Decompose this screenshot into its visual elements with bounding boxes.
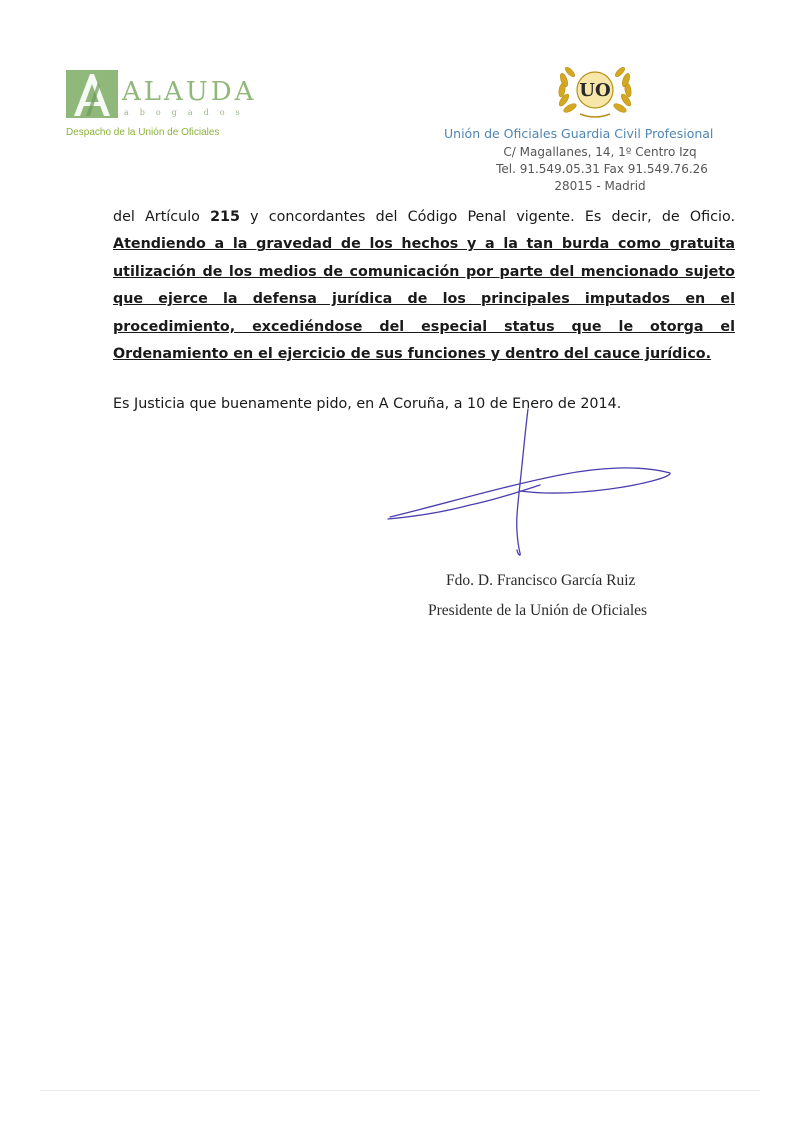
body-text-a: del Artículo [113, 209, 211, 225]
union-phone-fax: Tel. 91.549.05.31 Fax 91.549.76.26 [496, 162, 708, 176]
body-text-b: y concordantes del Código Penal vigente. Es decir, de Oficio. [239, 209, 736, 225]
union-city: 28015 - Madrid [554, 179, 646, 193]
signer-name: Fdo. D. Francisco García Ruiz [446, 572, 636, 589]
alauda-mark-icon [66, 70, 118, 118]
union-header [420, 60, 760, 200]
closing-line: Es Justicia que buenamente pido, en A Coruña, a 10 de Enero de 2014. [113, 396, 622, 412]
emphasis-paragraph: Atendiendo a la gravedad de los hechos y a la tan burda como gratuita utilización de los medios de comunicación por parte del mencionado sujeto que ejerce la defensa jurídica de los principales imputados en el procedimiento, excediéndose del especial status que le otorga el Ordenamiento en el ejercicio de sus funciones y dentro del cauce jurídico. [113, 236, 735, 363]
body-line-1 [113, 204, 735, 231]
union-address: C/ Magallanes, 14, 1º Centro Izq [503, 145, 697, 159]
alauda-logo [66, 70, 266, 150]
alauda-tagline: Despacho de la Unión de Oficiales [66, 127, 220, 138]
signer-role: Presidente de la Unión de Oficiales [428, 602, 648, 619]
document-body [113, 204, 735, 368]
laurel-wreath-emblem-icon [550, 60, 640, 120]
handwritten-signature [380, 405, 680, 565]
article-number: 215 [210, 209, 240, 225]
page-footer-divider [40, 1090, 760, 1091]
alauda-name: ALAUDA [122, 77, 257, 107]
union-name: Unión de Oficiales Guardia Civil Profesional [444, 126, 714, 141]
alauda-subtitle: abogados [124, 108, 251, 117]
svg-text:UO: UO [579, 80, 611, 101]
